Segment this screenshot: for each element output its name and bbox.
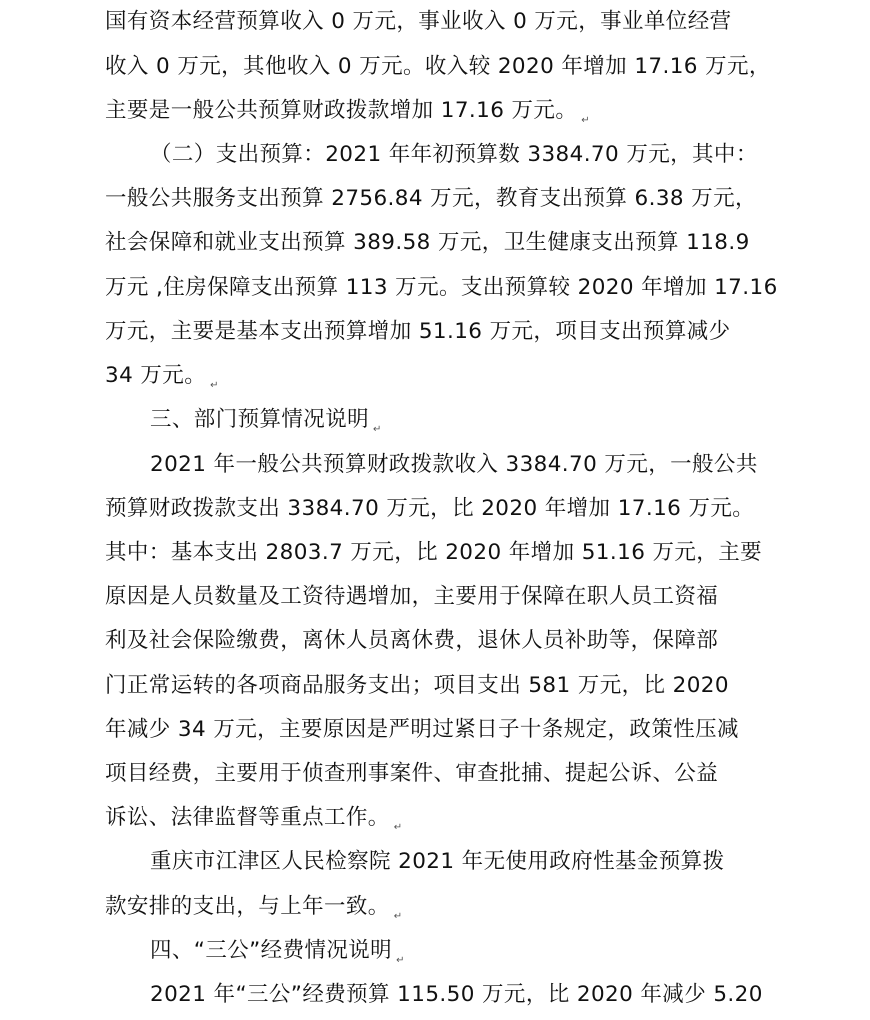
paragraph-mark-icon: ↵ xyxy=(210,380,219,391)
text-line: 收入 0 万元，其他收入 0 万元。收入较 2020 年增加 17.16 万元， xyxy=(105,54,771,79)
text-line: 门正常运转的各项商品服务支出；项目支出 581 万元，比 2020 xyxy=(105,673,729,698)
text-line: 万元，主要是基本支出预算增加 51.16 万元，项目支出预算减少 xyxy=(105,319,731,344)
section-heading-department-budget xyxy=(150,405,770,435)
paragraph-mark-icon: ↵ xyxy=(393,822,403,833)
text-line: 社会保障和就业支出预算 389.58 万元，卫生健康支出预算 118.9 xyxy=(105,230,750,255)
text-line: 重庆市江津区人民检察院 2021 年无使用政府性基金预算拨 xyxy=(150,849,725,874)
text-line: 2021 年一般公共预算财政拨款收入 3384.70 万元，一般公共 xyxy=(150,452,758,477)
line-text: 款安排的支出，与上年一致。 xyxy=(105,894,390,919)
paragraph-mark-icon: ↵ xyxy=(393,911,403,922)
text-line: 万元 ,住房保障支出预算 113 万元。支出预算较 2020 年增加 17.16 xyxy=(105,275,778,300)
text-line xyxy=(105,361,770,391)
text-line: 其中：基本支出 2803.7 万元，比 2020 年增加 51.16 万元，主要 xyxy=(105,540,763,565)
section-heading-three-public-expenses xyxy=(150,936,770,966)
line-text: 34 万元。 xyxy=(105,363,207,388)
text-line: 预算财政拨款支出 3384.70 万元，比 2020 年增加 17.16 万元。 xyxy=(105,496,755,521)
text-line: 一般公共服务支出预算 2756.84 万元，教育支出预算 6.38 万元， xyxy=(105,186,757,211)
text-line: 2021 年“三公”经费预算 115.50 万元，比 2020 年减少 5.20 xyxy=(150,982,763,1007)
heading-text: 三、部门预算情况说明 xyxy=(150,407,370,432)
line-text: 诉讼、法律监督等重点工作。 xyxy=(105,805,390,830)
text-line: 利及社会保险缴费，离休人员离休费，退休人员补助等，保障部 xyxy=(105,628,719,653)
paragraph-mark-icon: ↵ xyxy=(373,424,382,435)
text-line: 国有资本经营预算收入 0 万元，事业收入 0 万元，事业单位经营 xyxy=(105,9,732,34)
text-line: 原因是人员数量及工资待遇增加，主要用于保障在职人员工资福 xyxy=(105,584,719,609)
heading-text: 四、“三公”经费情况说明 xyxy=(150,938,393,963)
section-heading-expense-budget: （二）支出预算：2021 年年初预算数 3384.70 万元，其中： xyxy=(150,142,758,167)
text-line: 年减少 34 万元，主要原因是严明过紧日子十条规定，政策性压减 xyxy=(105,717,739,742)
text-line xyxy=(105,803,770,833)
text-line xyxy=(105,892,770,922)
paragraph-mark-icon: ↵ xyxy=(396,955,405,966)
text-line: 项目经费，主要用于侦查刑事案件、审查批捕、提起公诉、公益 xyxy=(105,761,719,786)
text-line xyxy=(105,96,770,126)
paragraph-mark-icon: ↵ xyxy=(581,115,591,126)
line-text: 主要是一般公共预算财政拨款增加 17.16 万元。 xyxy=(105,98,578,123)
